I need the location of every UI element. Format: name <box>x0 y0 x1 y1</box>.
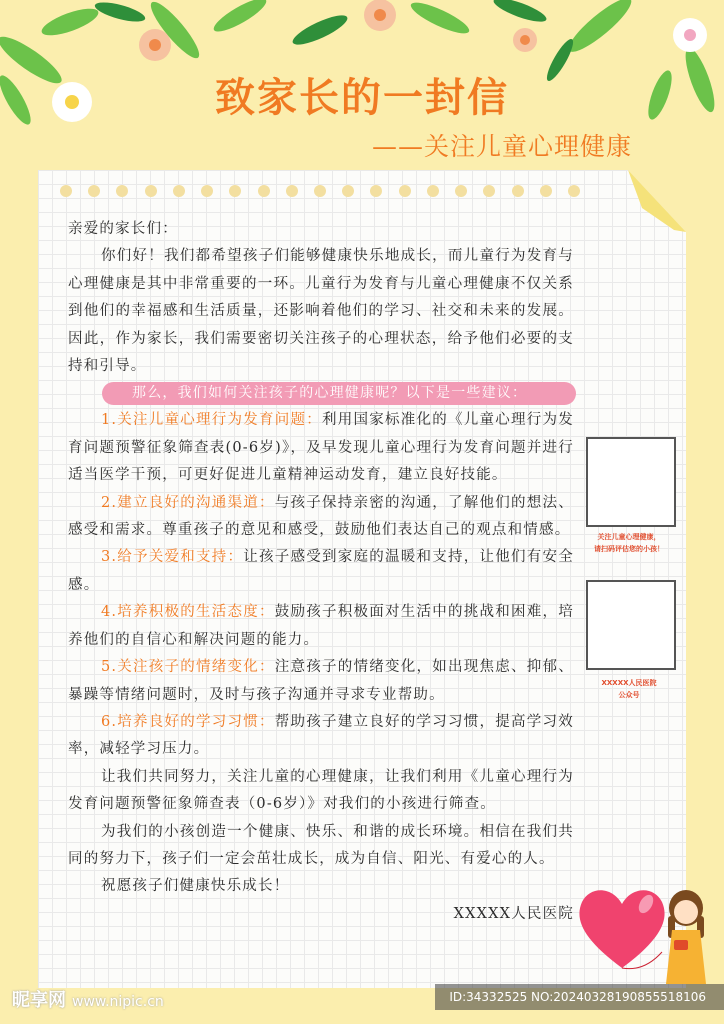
watermark-url: www.nipic.cn <box>72 994 164 1010</box>
tip-3 <box>68 544 574 599</box>
question-banner: 那么，我们如何关注孩子的心理健康呢？以下是一些建议： <box>102 382 576 405</box>
tip-2 <box>68 490 574 545</box>
page-curl-corner <box>612 168 692 238</box>
closing-paragraph-1: 让我们共同努力，关注儿童的心理健康，让我们利用《儿童心理行为发育问题预警征象筛查表（0-6岁）》对我们的小孩进行筛查。 <box>68 768 574 813</box>
caption-line: 关注儿童心理健康， <box>597 533 661 541</box>
tip-text: 让孩子感受到家庭的温暖和支持，让他们有安全感。 <box>68 549 574 593</box>
qr-caption-official-account <box>574 677 684 701</box>
site-watermark <box>12 986 164 1012</box>
tip-6 <box>68 709 574 764</box>
closing-wish: 祝愿孩子们健康快乐成长！ <box>101 878 290 895</box>
closing-paragraph-2: 为我们的小孩创造一个健康、快乐、和谐的成长环境。相信在我们共同的努力下，孩子们一定会茁壮成长，成为自信、阳光、有爱心的人。 <box>68 823 574 867</box>
caption-line: 公众号 <box>618 691 640 699</box>
tip-text: 鼓励孩子积极面对生活中的挑战和困难，培养他们的自信心和解决问题的能力。 <box>68 604 574 648</box>
tip-5 <box>68 654 574 709</box>
letter-body <box>68 216 574 928</box>
tip-text: 利用国家标准化的《儿童心理行为发育问题预警征象筛查表(0-6岁)》，及早发现儿童心理行为发育问题并进行适当医学干预，可更好促进儿童精神运动发育，建立良好技能。 <box>68 412 574 484</box>
tip-title: 6.培养良好的学习习惯： <box>101 713 275 730</box>
tip-title: 5.关注孩子的情绪变化： <box>101 659 275 676</box>
tip-title: 3.给予关爱和支持： <box>101 549 244 566</box>
qr-code-official-account[interactable] <box>586 580 676 670</box>
page-title: 致家长的一封信 <box>215 75 509 121</box>
qr-caption-assessment <box>574 531 684 555</box>
caption-line: XXXXX人民医院 <box>601 679 657 687</box>
tip-text: 帮助孩子建立良好的学习习惯，提高学习效率，减轻学习压力。 <box>68 713 574 758</box>
qr-code-assessment[interactable] <box>586 437 676 527</box>
signature: XXXXX人民医院 <box>453 905 574 922</box>
tip-4 <box>68 599 574 654</box>
watermark-name: 昵享网 <box>12 990 66 1011</box>
greeting: 亲爱的家长们： <box>68 221 178 237</box>
tip-title: 4.培养积极的生活态度： <box>101 604 275 621</box>
tip-text: 与孩子保持亲密的沟通，了解他们的想法、感受和需求。尊重孩子的意见和感受，鼓励他们表达自己的观点和情感。 <box>68 494 574 539</box>
girl-illustration-icon <box>656 888 716 988</box>
tip-title: 2.建立良好的沟通渠道： <box>101 494 275 511</box>
tip-text: 注意孩子的情绪变化，如出现焦虑、抑郁、暴躁等情绪问题时，及时与孩子沟通并寻求专业帮助。 <box>68 659 574 703</box>
binder-holes <box>60 185 580 197</box>
image-id-bar: ID:34332525 NO:20240328190855518106 <box>435 984 724 1010</box>
tip-title: 1.关注儿童心理行为发育问题： <box>101 412 323 429</box>
tip-1 <box>68 407 574 489</box>
page-subtitle: ——关注儿童心理健康 <box>371 132 632 161</box>
intro-paragraph: 你们好！我们都希望孩子们能够健康快乐地成长，而儿童行为发育与心理健康是其中非常重要的一环。儿童行为发育与儿童心理健康不仅关系到他们的幸福感和生活质量，还影响着他们的学习、社交和未来的发展。因此，作为家长，我们需要密切关注孩子的心理状态，给予他们必要的支持和引导。 <box>68 248 574 375</box>
caption-line: 请扫码评估您的小孩！ <box>594 545 664 553</box>
